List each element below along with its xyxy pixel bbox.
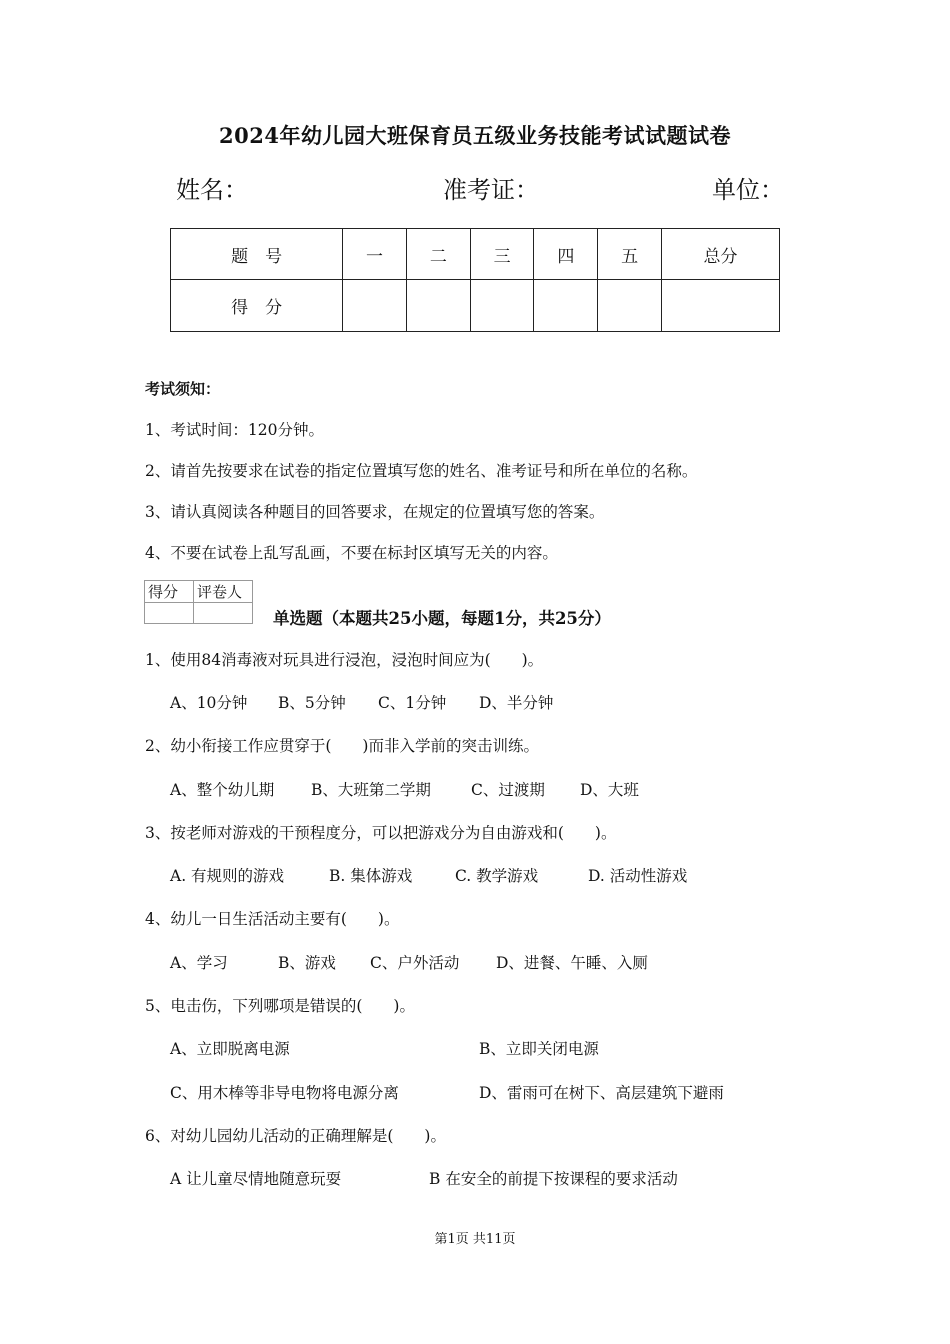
score-table-score-row bbox=[171, 280, 780, 332]
name-field-label: 姓名： bbox=[176, 176, 248, 204]
question-option[interactable]: D、大班 bbox=[580, 781, 639, 799]
section-title: 单选题（本题共25小题，每题1分，共25分） bbox=[273, 609, 611, 628]
exam-id-field-label: 准考证： bbox=[443, 176, 539, 204]
page-footer: 第1页 共11页 bbox=[434, 1232, 516, 1247]
score-input-cell[interactable] bbox=[662, 280, 780, 332]
score-table-header-row bbox=[171, 229, 780, 280]
question-stem: 5、电击伤，下列哪项是错误的( )。 bbox=[145, 997, 415, 1015]
grader-reviewer-label: 评卷人 bbox=[194, 581, 253, 603]
score-table-cell: 二 bbox=[406, 229, 470, 280]
grader-score-label: 得分 bbox=[145, 581, 194, 603]
question-option[interactable]: D. 活动性游戏 bbox=[588, 867, 688, 885]
question-option[interactable]: A. 有规则的游戏 bbox=[170, 867, 285, 885]
question-option[interactable]: C、户外活动 bbox=[370, 954, 460, 972]
score-table-cell: 得 分 bbox=[171, 280, 343, 332]
question-stem: 1、使用84消毒液对玩具进行浸泡，浸泡时间应为( )。 bbox=[145, 651, 544, 669]
grader-reviewer-cell[interactable] bbox=[194, 603, 253, 624]
score-input-cell[interactable] bbox=[343, 280, 407, 332]
score-input-cell[interactable] bbox=[534, 280, 598, 332]
score-table-cell: 题 号 bbox=[171, 229, 343, 280]
question-option[interactable]: C、用木棒等非导电物将电源分离 bbox=[170, 1084, 399, 1102]
question-option[interactable]: D、进餐、午睡、入厕 bbox=[496, 954, 648, 972]
notice-item: 2、请首先按要求在试卷的指定位置填写您的姓名、准考证号和所在单位的名称。 bbox=[145, 462, 698, 480]
score-table-cell: 一 bbox=[343, 229, 407, 280]
score-input-cell[interactable] bbox=[470, 280, 534, 332]
question-stem: 6、对幼儿园幼儿活动的正确理解是( )。 bbox=[145, 1127, 446, 1145]
score-table-cell: 总分 bbox=[662, 229, 780, 280]
score-input-cell[interactable] bbox=[406, 280, 470, 332]
question-stem: 3、按老师对游戏的干预程度分，可以把游戏分为自由游戏和( )。 bbox=[145, 824, 617, 842]
question-stem: 4、幼儿一日生活活动主要有( )。 bbox=[145, 910, 400, 928]
question-option[interactable]: C、过渡期 bbox=[471, 781, 545, 799]
score-input-cell[interactable] bbox=[598, 280, 662, 332]
question-option[interactable]: A、立即脱离电源 bbox=[170, 1040, 290, 1058]
notice-item: 4、不要在试卷上乱写乱画，不要在标封区填写无关的内容。 bbox=[145, 544, 558, 562]
notice-item: 3、请认真阅读各种题目的回答要求，在规定的位置填写您的答案。 bbox=[145, 503, 605, 521]
notice-heading: 考试须知： bbox=[145, 380, 221, 398]
question-option[interactable]: D、雷雨可在树下、高层建筑下避雨 bbox=[479, 1084, 724, 1102]
score-table-cell: 五 bbox=[598, 229, 662, 280]
score-table-cell: 四 bbox=[534, 229, 598, 280]
unit-field-label: 单位： bbox=[712, 176, 784, 204]
question-option[interactable]: A、学习 bbox=[170, 954, 228, 972]
grader-box bbox=[144, 580, 253, 624]
question-option[interactable]: D、半分钟 bbox=[479, 694, 554, 712]
grader-score-cell[interactable] bbox=[145, 603, 194, 624]
score-table bbox=[170, 228, 780, 332]
score-table-cell: 三 bbox=[470, 229, 534, 280]
question-stem: 2、幼小衔接工作应贯穿于( )而非入学前的突击训练。 bbox=[145, 737, 539, 755]
question-option[interactable]: B、大班第二学期 bbox=[311, 781, 431, 799]
question-option[interactable]: A、整个幼儿期 bbox=[170, 781, 275, 799]
page-title: 2024年幼儿园大班保育员五级业务技能考试试题试卷 bbox=[219, 123, 731, 148]
question-option[interactable]: A 让儿童尽情地随意玩耍 bbox=[170, 1170, 342, 1188]
question-option[interactable]: B、5分钟 bbox=[278, 694, 346, 712]
question-option[interactable]: C、1分钟 bbox=[378, 694, 447, 712]
notice-item: 1、考试时间：120分钟。 bbox=[145, 421, 324, 439]
question-option[interactable]: B 在安全的前提下按课程的要求活动 bbox=[429, 1170, 678, 1188]
question-option[interactable]: B. 集体游戏 bbox=[329, 867, 413, 885]
question-option[interactable]: B、立即关闭电源 bbox=[479, 1040, 599, 1058]
question-option[interactable]: C. 教学游戏 bbox=[455, 867, 539, 885]
question-option[interactable]: A、10分钟 bbox=[170, 694, 248, 712]
question-option[interactable]: B、游戏 bbox=[278, 954, 336, 972]
